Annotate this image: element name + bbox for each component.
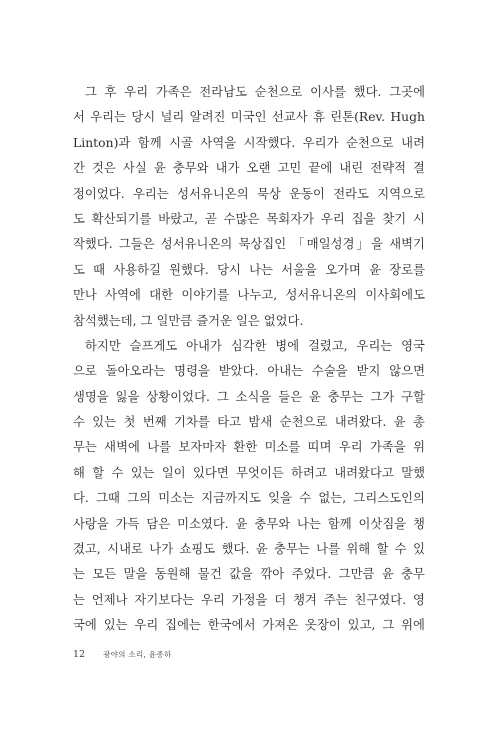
text-line: 도 때 사용하길 원했다. 당시 나는 서울을 오가며 윤 장로를	[73, 262, 425, 277]
text-line: 서 우리는 당시 널리 알려진 미국인 선교사 휴 린톤(Rev. Hugh	[73, 110, 425, 125]
text-line: 사랑을 가득 담은 미소였다. 윤 충무와 나는 함께 이삿짐을 챙	[73, 516, 425, 531]
text-line: 다. 그때 그의 미소는 지금까지도 잊을 수 없는, 그리스도인의	[73, 491, 425, 506]
text-line: 해 할 수 있는 일이 있다면 무엇이든 하려고 내려왔다고 말했	[73, 465, 425, 480]
text-line: 정이었다. 우리는 성서유니온의 묵상 운동이 전라도 지역으로	[73, 186, 425, 201]
text-line: 겼고, 시내로 나가 쇼핑도 했다. 윤 충무는 나를 위해 할 수 있	[73, 542, 425, 557]
text-line: 도 확산되기를 바랐고, 곧 수많은 목회자가 우리 집을 찾기 시	[73, 211, 425, 226]
text-line: 는 언제나 자기보다는 우리 가정을 더 챙겨 주는 친구였다. 영	[73, 592, 425, 607]
text-line: 만나 사역에 대한 이야기를 나누고, 성서유니온의 이사회에도	[73, 288, 425, 303]
text-line: 국에 있는 우리 집에는 한국에서 가져온 옷장이 있고, 그 위에	[73, 618, 425, 633]
text-line: 작했다. 그들은 성서유니온의 묵상집인 「매일성경」을 새벽기	[73, 237, 425, 252]
text-line: 간 것은 사실 윤 충무와 내가 오랜 고민 끝에 내린 전략적 결	[73, 161, 425, 176]
running-title: 광야의 소리, 윤종하	[103, 650, 172, 659]
text-line: 수 있는 첫 번째 기차를 타고 밤새 순천으로 내려왔다. 윤 총	[73, 415, 425, 430]
body-text	[73, 80, 425, 639]
text-line: 생명을 잃을 상황이었다. 그 소식을 들은 윤 충무는 그가 구할	[73, 389, 425, 404]
text-line: Linton)과 함께 시골 사역을 시작했다. 우리가 순천으로 내려	[73, 135, 425, 150]
page-footer	[73, 649, 373, 660]
text-line: 는 모든 말을 동원해 물건 값을 깎아 주었다. 그만큼 윤 충무	[73, 567, 425, 582]
text-line: 하지만 슬프게도 아내가 심각한 병에 걸렸고, 우리는 영국	[85, 338, 425, 353]
text-line: 그 후 우리 가족은 전라남도 순천으로 이사를 했다. 그곳에	[85, 85, 425, 99]
text-line: 으로 돌아오라는 명령을 받았다. 아내는 수술을 받지 않으면	[73, 364, 425, 379]
text-line: 무는 새벽에 나를 보자마자 환한 미소를 띠며 우리 가족을 위	[73, 440, 425, 455]
page-number: 12	[73, 649, 86, 660]
text-line: 참석했는데, 그 일만큼 즐거운 일은 없었다.	[73, 313, 304, 328]
